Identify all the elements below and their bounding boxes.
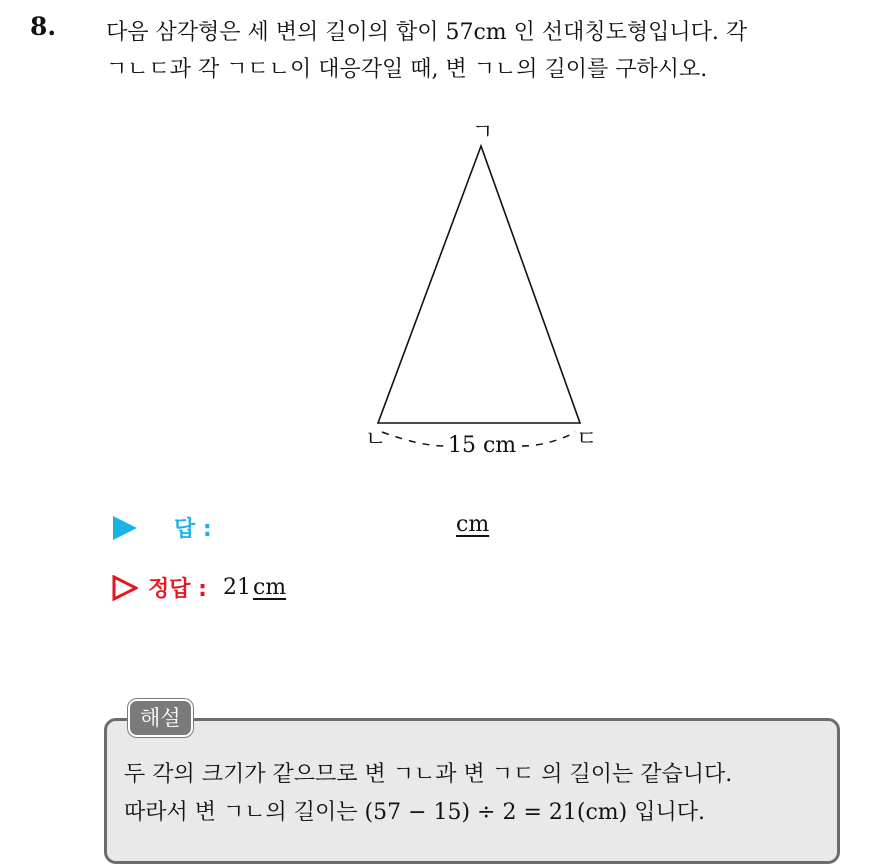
base-dimension-left-arc	[382, 432, 445, 446]
answer-row	[112, 512, 212, 543]
outline-triangle-icon	[112, 575, 138, 601]
isosceles-triangle	[378, 146, 580, 423]
vertex-label-left: ㄴ	[365, 427, 387, 452]
answer-unit: cm	[456, 512, 490, 537]
correct-answer-row	[112, 572, 286, 603]
question-number: 8.	[30, 12, 57, 41]
base-length-label: 15 cm	[448, 433, 517, 458]
explanation-line-1: 두 각의 크기가 같으므로 변 ㄱㄴ과 변 ㄱㄷ 의 길이는 같습니다.	[124, 762, 733, 787]
question-line-1: 다음 삼각형은 세 변의 길이의 합이 57cm 인 선대칭도형입니다. 각	[106, 20, 748, 45]
vertex-label-top: ㄱ	[472, 120, 494, 145]
correct-answer-label: 정답 :	[148, 577, 207, 602]
base-dimension-right-arc	[522, 432, 576, 446]
explanation-text	[124, 756, 732, 832]
explanation-line-2: 따라서 변 ㄱㄴ의 길이는 (57 − 15) ÷ 2 = 21(cm) 입니다.	[124, 800, 705, 825]
question-line-2: ㄱㄴㄷ과 각 ㄱㄷㄴ이 대응각일 때, 변 ㄱㄴ의 길이를 구하시오.	[106, 57, 708, 82]
answer-label: 답 :	[174, 517, 212, 542]
vertex-label-right: ㄷ	[576, 427, 598, 452]
correct-answer-value: 21	[222, 575, 251, 600]
correct-answer-unit: cm	[252, 575, 287, 600]
filled-triangle-icon	[112, 515, 138, 541]
explanation-tag: 해설	[128, 699, 193, 737]
